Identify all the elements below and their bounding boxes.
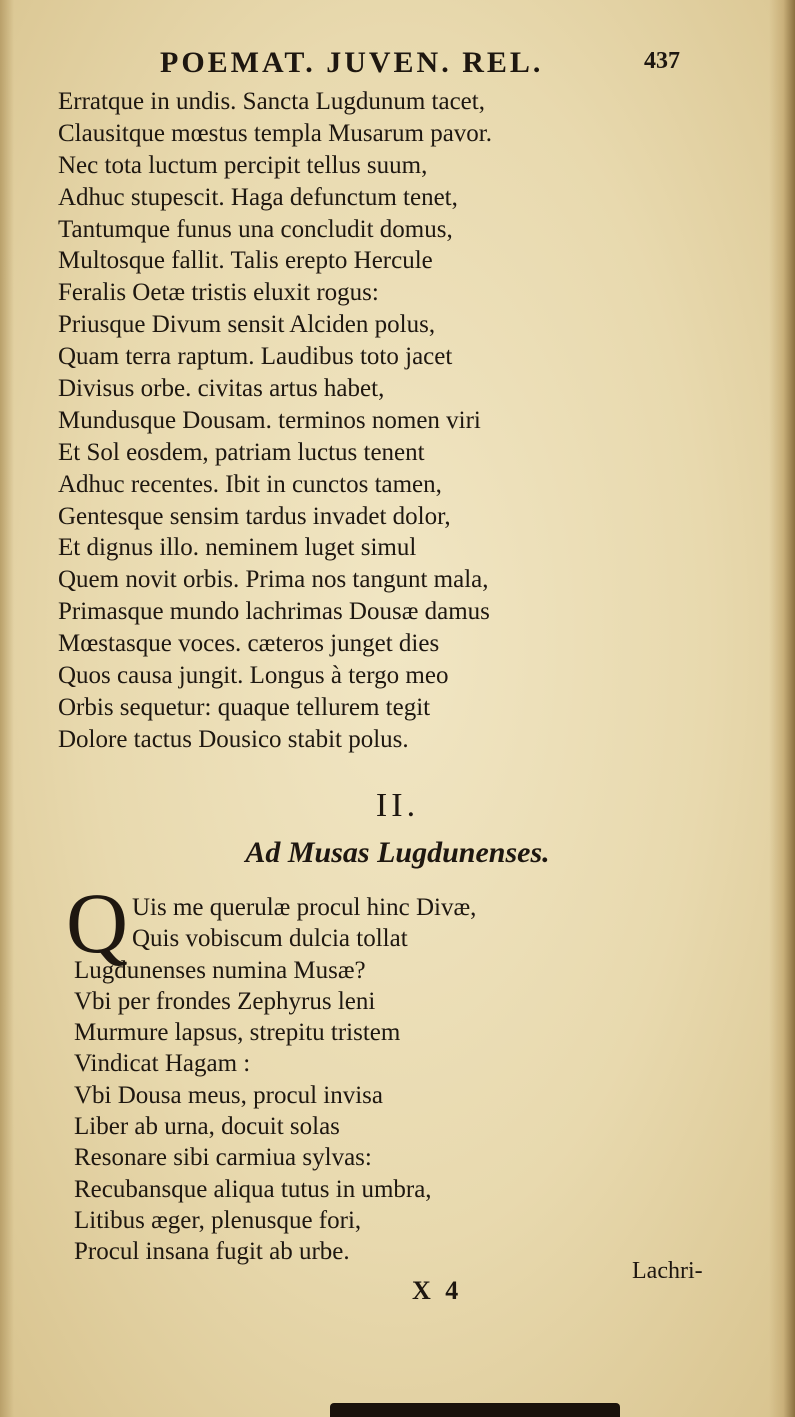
verse-line: Quam terra raptum. Laudibus toto jacet — [58, 343, 453, 371]
verse-line: Priusque Divum sensit Alciden polus, — [58, 311, 436, 339]
verse-line: Nec tota luctum percipit tellus suum, — [58, 151, 428, 179]
verse-line: Dolore tactus Dousico stabit polus. — [58, 725, 409, 753]
verse-line: Divisus orbe. civitas artus habet, — [58, 375, 385, 403]
drop-cap: Q — [66, 875, 129, 971]
page-number: 437 — [644, 48, 680, 74]
verse-line: Mundusque Dousam. terminos nomen viri — [58, 406, 481, 434]
verse-line: Et Sol eosdem, patriam luctus tenent — [58, 438, 425, 466]
verse-line: Uis me querulæ procul hinc Divæ, — [132, 894, 477, 921]
verse-block-poem-ii — [74, 892, 634, 1268]
verse-line: Erratque in undis. Sancta Lugdunum tacet, — [58, 88, 485, 115]
verse-line: Clausitque mœstus templa Musarum pavor. — [58, 119, 492, 147]
verse-line: Gentesque sensim tardus invadet dolor, — [58, 502, 451, 530]
running-head: POEMAT. JUVEN. REL. — [160, 46, 544, 79]
verse-line: Tantumque funus una concludit domus, — [58, 215, 453, 243]
verse-line: Adhuc recentes. Ibit in cunctos tamen, — [58, 470, 442, 498]
verse-line: Primasque mundo lachrimas Dousæ damus — [58, 598, 490, 626]
verse-line: Procul insana fugit ab urbe. — [74, 1238, 350, 1266]
page-gutter-shadow — [0, 0, 14, 1417]
binding-strip — [330, 1403, 620, 1417]
verse-line: Recubansque aliqua tutus in umbra, — [74, 1175, 432, 1203]
verse-line: Vbi Dousa meus, procul invisa — [74, 1081, 383, 1109]
verse-line: Vindicat Hagam : — [74, 1050, 251, 1078]
verse-line: Lugdunenses numina Musæ? — [74, 956, 366, 984]
verse-line: Quos causa jungit. Longus à tergo meo — [58, 662, 449, 690]
verse-line: Et dignus illo. neminem luget simul — [58, 534, 417, 562]
verse-line: Murmure lapsus, strepitu tristem — [74, 1019, 401, 1047]
verse-line: Multosque fallit. Talis erepto Hercule — [58, 247, 433, 275]
verse-line: Litibus æger, plenusque fori, — [74, 1206, 362, 1234]
verse-line: Mœstasque voces. cæteros junget dies — [58, 630, 440, 658]
catchword: Lachri- — [632, 1258, 703, 1284]
page-edge-shadow — [769, 0, 795, 1417]
section-number: II. — [375, 787, 420, 824]
signature-mark: X 4 — [412, 1276, 463, 1305]
verse-line: Liber ab urna, docuit solas — [74, 1113, 340, 1141]
verse-line: Feralis Oetæ tristis eluxit rogus: — [58, 279, 379, 307]
verse-block-continued — [58, 86, 638, 756]
verse-line: Quem novit orbis. Prima nos tangunt mala, — [58, 566, 489, 594]
page-header — [160, 46, 680, 86]
verse-line: Vbi per frondes Zephyrus leni — [74, 987, 376, 1015]
verse-line: Quis vobiscum dulcia tollat — [132, 925, 408, 953]
verse-line: Resonare sibi carmiua sylvas: — [74, 1144, 372, 1172]
verse-line: Adhuc stupescit. Haga defunctum tenet, — [58, 183, 458, 211]
section-title: Ad Musas Lugdunenses. — [245, 836, 550, 869]
verse-line: Orbis sequetur: quaque tellurem tegit — [58, 693, 431, 721]
